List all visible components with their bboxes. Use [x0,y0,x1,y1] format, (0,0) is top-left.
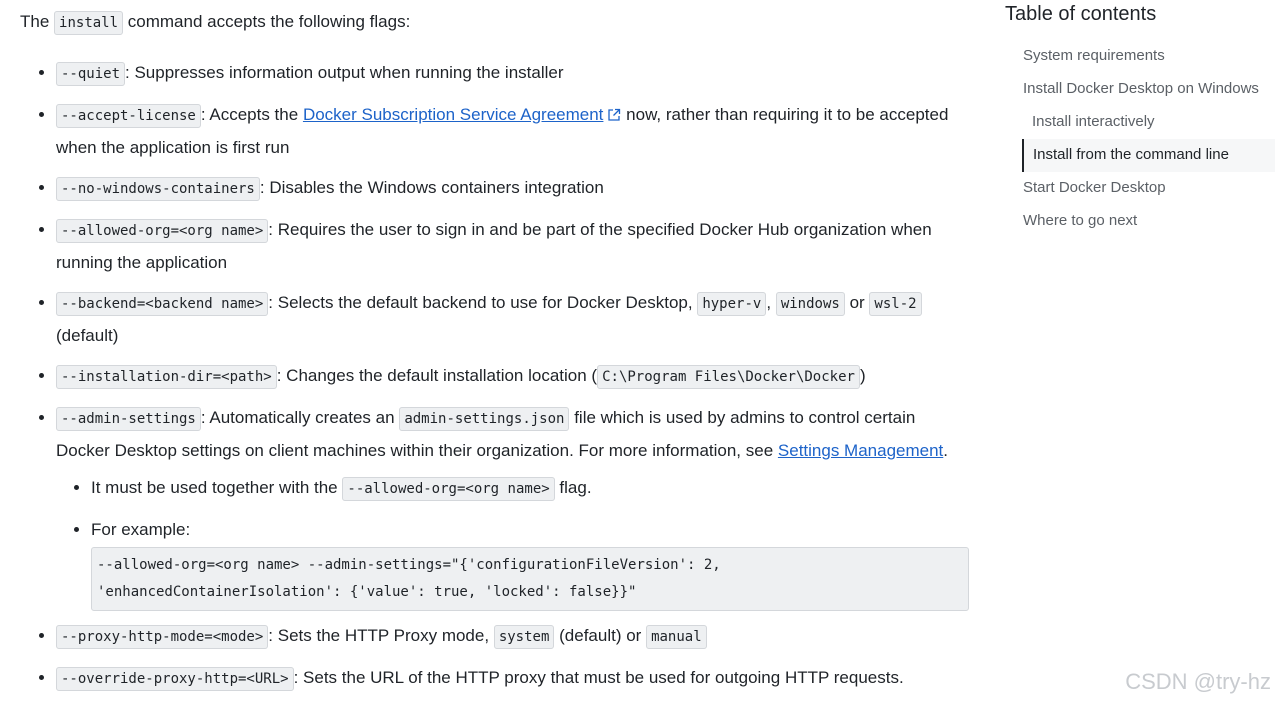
sub-text-cont: flag. [559,478,592,497]
flag-code: --quiet [56,62,125,86]
flag-code: --backend=<backend name> [56,292,268,316]
example-label: For example: [91,520,191,539]
separator-comma: , [766,293,772,312]
flag-code: --override-proxy-http=<URL> [56,667,294,691]
period: . [943,441,949,460]
watermark: CSDN @try-hz [1125,669,1271,694]
toc-item-start-docker[interactable]: Start Docker Desktop [1023,179,1166,196]
admin-settings-sublist [56,472,970,611]
toc-item-install-interactively[interactable]: Install interactively [1032,113,1155,130]
install-path-code: C:\Program Files\Docker\Docker [597,365,860,389]
intro-text-before: The [20,12,50,31]
table-of-contents [1005,0,1275,238]
toc-item-where-next[interactable]: Where to go next [1023,212,1138,229]
flag-code: --admin-settings [56,407,201,431]
separator-or: or [849,293,865,312]
example-code-block: --allowed-org=<org name> --admin-settings="{'configurationFileVersion': 2, 'enhancedContainerIsolation': {'value': true, 'locked': false}}" [91,547,969,611]
backend-wsl2-code: wsl-2 [869,292,921,316]
flag-description: : Sets the URL of the HTTP proxy that must be used for outgoing HTTP requests. [293,668,904,687]
flag-description: : Sets the HTTP Proxy mode, [268,626,490,645]
flags-list [20,57,970,695]
sub-item-example [91,514,970,611]
flag-description: : Accepts the [200,105,299,124]
flag-description: : Suppresses information output when running the installer [125,63,564,82]
proxy-manual-code: manual [646,625,707,649]
flag-item-proxy-http-mode [56,620,970,653]
flag-item-accept-license [56,99,970,163]
subscription-agreement-link[interactable]: Docker Subscription Service Agreement [302,105,604,124]
main-content [20,6,970,704]
sub-text: It must be used together with the [91,478,338,497]
flag-description-cont: ) [859,366,866,385]
toc-item-system-requirements[interactable]: System requirements [1023,47,1165,64]
backend-hyper-v-code: hyper-v [697,292,766,316]
flag-item-installation-dir [56,360,970,393]
flag-item-quiet [56,57,970,90]
flag-code: --no-windows-containers [56,177,260,201]
flag-item-override-proxy-http [56,662,970,695]
flag-item-no-windows-containers [56,172,970,205]
intro-text-after: command accepts the following flags: [127,12,411,31]
sub-item-requirement [91,472,970,505]
flag-description: : Changes the default installation location ( [276,366,598,385]
flag-code: --installation-dir=<path> [56,365,277,389]
flag-description: : Selects the default backend to use for Docker Desktop, [268,293,693,312]
allowed-org-code: --allowed-org=<org name> [342,477,554,501]
flag-description-cont: (default) or [559,626,642,645]
flag-description-cont: file which is used by admins to control certain Docker Desktop settings on client machines within their organization. For more information, see [56,408,916,460]
flag-description-cont: (default) [56,326,119,345]
flag-code: --proxy-http-mode=<mode> [56,625,268,649]
flag-description: : Disables the Windows containers integration [259,178,604,197]
flag-code: --accept-license [56,104,201,128]
external-link-icon [607,101,621,132]
admin-settings-json-code: admin-settings.json [399,407,569,431]
flag-description: : Automatically creates an [200,408,395,427]
flag-description: : Requires the user to sign in and be part of the specified Docker Hub organization when running the application [56,220,932,272]
flag-item-allowed-org [56,214,970,278]
flag-code: --allowed-org=<org name> [56,219,268,243]
toc-item-install-command-line[interactable]: Install from the command line [1022,139,1275,172]
toc-item-install-windows[interactable]: Install Docker Desktop on Windows [1023,80,1259,97]
settings-management-link[interactable]: Settings Management [777,441,944,460]
flag-item-backend [56,287,970,351]
proxy-system-code: system [494,625,555,649]
intro-paragraph [20,6,970,39]
toc-title: Table of contents [1005,3,1157,25]
backend-windows-code: windows [776,292,845,316]
flag-item-admin-settings [56,402,970,611]
flag-description-cont: now, rather than requiring it to be accepted when the application is first run [56,105,949,157]
install-command-code: install [54,11,123,35]
